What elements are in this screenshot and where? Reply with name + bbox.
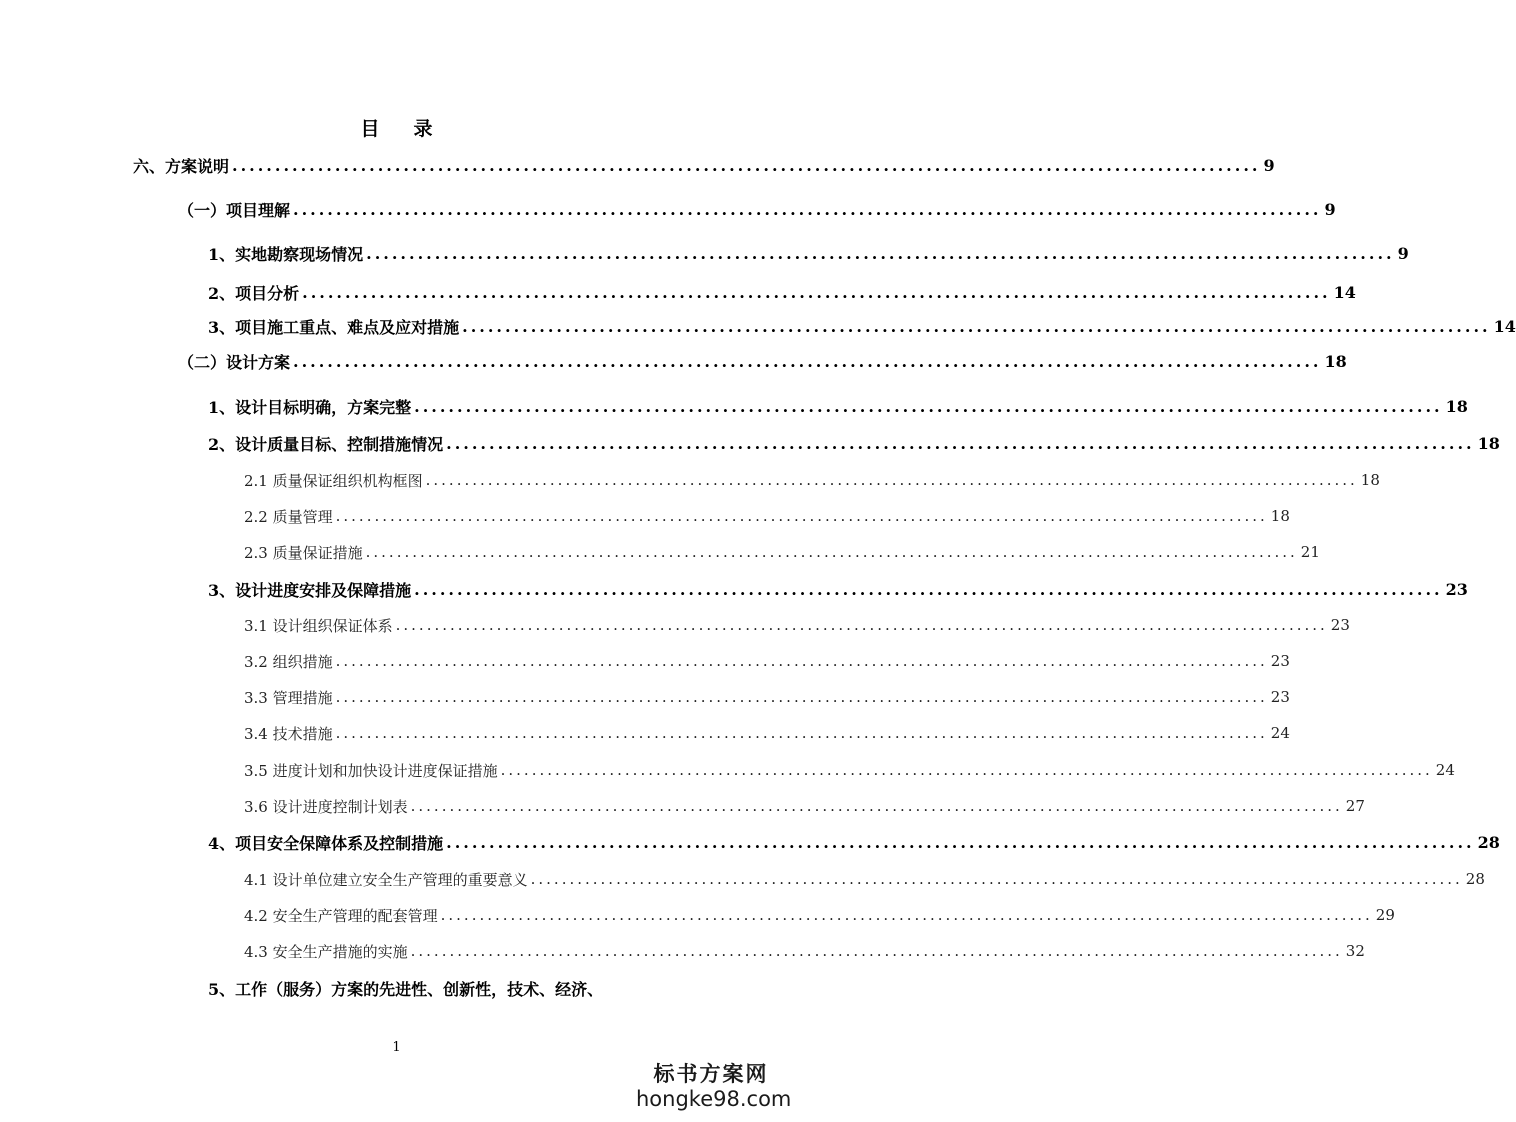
toc-leader-dots: ........................................................................................................................: [335, 724, 1268, 742]
toc-entry-label: 4.2 安全生产管理的配套管理: [244, 906, 438, 925]
toc-entry-label: 3.3 管理措施: [244, 688, 333, 707]
toc-entry[interactable]: [244, 793, 1365, 819]
toc-entry-label: （二）设计方案: [178, 352, 291, 372]
toc-entry-label: 1、实地勘察现场情况: [208, 244, 364, 264]
toc-entry-page: 32: [1345, 942, 1365, 960]
toc-entry-page: 14: [1333, 282, 1356, 302]
toc-entry-page: 29: [1375, 906, 1395, 924]
toc-entry-page: 9: [1324, 199, 1336, 219]
toc-leader-dots: ........................................................................................................................: [500, 761, 1433, 779]
toc-leader-dots: ........................................................................................................................: [462, 316, 1491, 336]
toc-entry-label: （一）项目理解: [178, 200, 291, 220]
toc-leader-dots: ........................................................................................................................: [293, 351, 1322, 371]
toc-entry[interactable]: [208, 430, 1500, 456]
page-number: 1: [392, 1040, 401, 1055]
toc-entry[interactable]: [208, 975, 661, 1001]
toc-entry-page: 24: [1270, 724, 1290, 742]
toc-leader-dots: ........................................................................................................................: [446, 433, 1475, 453]
toc-leader-dots: ........................................................................................................................: [446, 832, 1475, 852]
toc-leader-dots: ........................................................................................................................: [335, 688, 1268, 706]
toc-entry-page: 23: [1445, 579, 1468, 599]
toc-leader-dots: ........................................................................................................................: [302, 282, 1331, 302]
toc-entry-page: 18: [1324, 351, 1347, 371]
toc-leader-dots: ........................................................................................................................: [530, 870, 1463, 888]
toc-entry[interactable]: [244, 684, 1290, 710]
toc-entry-label: 3.5 进度计划和加快设计进度保证措施: [244, 761, 498, 780]
watermark: [636, 1062, 792, 1112]
toc-leader-dots: ........................................................................................................................: [410, 797, 1343, 815]
watermark-name: 标书方案网: [653, 1062, 769, 1086]
toc-entry[interactable]: [244, 902, 1395, 928]
toc-entry-label: 2.2 质量管理: [244, 507, 333, 526]
watermark-url: hongke98.com: [636, 1087, 792, 1111]
toc-entry[interactable]: [178, 348, 1347, 374]
title-char-2: 录: [413, 118, 433, 140]
toc-entry[interactable]: [208, 313, 1516, 339]
toc-entry[interactable]: [244, 866, 1485, 892]
toc-entry-page: 9: [1263, 155, 1275, 175]
toc-entry-page: 23: [1270, 652, 1290, 670]
toc-entry[interactable]: [208, 829, 1500, 855]
toc-entry[interactable]: [208, 393, 1468, 419]
toc-entry-label: 六、方案说明: [133, 156, 230, 176]
toc-entry-page: 28: [1477, 832, 1500, 852]
toc-entry[interactable]: [244, 612, 1350, 638]
toc-entry[interactable]: [208, 279, 1356, 305]
toc-entry-label: 3.4 技术措施: [244, 724, 333, 743]
toc-entry-page: 14: [1493, 316, 1516, 336]
toc-entry-page: 21: [1300, 543, 1320, 561]
toc-entry-page: 18: [1270, 507, 1290, 525]
toc-leader-dots: ........................................................................................................................: [410, 942, 1343, 960]
toc-entry-label: 4.3 安全生产措施的实施: [244, 942, 408, 961]
toc-entry-page: 27: [1345, 797, 1365, 815]
toc-entry-label: 3.1 设计组织保证体系: [244, 616, 393, 635]
toc-entry-label: 4、项目安全保障体系及控制措施: [208, 833, 444, 853]
toc-entry-label: 1、设计目标明确，方案完整: [208, 397, 412, 417]
toc-leader-dots: ........................................................................................................................: [395, 616, 1328, 634]
toc-leader-dots: ........................................................................................................................: [366, 243, 1395, 263]
toc-entry[interactable]: [208, 240, 1409, 266]
toc-entry[interactable]: [244, 938, 1365, 964]
toc-entry[interactable]: [244, 648, 1290, 674]
toc-leader-dots: ........................................................................................................................: [440, 906, 1373, 924]
toc-entry-label: 3、项目施工重点、难点及应对措施: [208, 317, 460, 337]
toc-leader-dots: ........................................................................................................................: [335, 507, 1268, 525]
toc-entry-label: 2、设计质量目标、控制措施情况: [208, 434, 444, 454]
toc-entry[interactable]: [244, 720, 1290, 746]
toc-leader-dots: ........................................................................................................................: [335, 652, 1268, 670]
toc-leader-dots: ........................................................................................................................: [425, 471, 1358, 489]
toc-entry-page: 24: [1435, 761, 1455, 779]
toc-entry[interactable]: [244, 467, 1380, 493]
toc-entry-label: 3.2 组织措施: [244, 652, 333, 671]
toc-entry-page: 9: [1397, 243, 1409, 263]
toc-entry[interactable]: [208, 576, 1468, 602]
toc-entry[interactable]: [244, 503, 1290, 529]
title-char-1: 目: [360, 118, 380, 140]
toc-entry-page: 18: [1477, 433, 1500, 453]
toc-entry-page: 28: [1465, 870, 1485, 888]
page-title: [0, 114, 793, 144]
toc-entry-page: 23: [1270, 688, 1290, 706]
toc-entry-page: 18: [1445, 396, 1468, 416]
toc-entry-label: 5、工作（服务）方案的先进性、创新性，技术、经济、: [208, 979, 604, 999]
toc-entry[interactable]: [244, 539, 1320, 565]
toc-entry-label: 2、项目分析: [208, 283, 300, 303]
toc-entry-label: 2.1 质量保证组织机构框图: [244, 471, 423, 490]
toc-entry-label: 2.3 质量保证措施: [244, 543, 363, 562]
toc-leader-dots: ........................................................................................................................: [365, 543, 1298, 561]
toc-entry-label: 3.6 设计进度控制计划表: [244, 797, 408, 816]
toc-leader-dots: ........................................................................................................................: [232, 155, 1261, 175]
toc-entry-label: 3、设计进度安排及保障措施: [208, 580, 412, 600]
toc-entry[interactable]: [244, 757, 1455, 783]
toc-entry-page: 23: [1330, 616, 1350, 634]
toc-leader-dots: ........................................................................................................................: [414, 579, 1443, 599]
toc-leader-dots: ........................................................................................................................: [293, 199, 1322, 219]
toc-entry[interactable]: [133, 152, 1275, 178]
toc-entry-page: 18: [1360, 471, 1380, 489]
toc-entry[interactable]: [178, 196, 1336, 222]
toc-leader-dots: ........................................................................................................................: [414, 396, 1443, 416]
toc-entry-label: 4.1 设计单位建立安全生产管理的重要意义: [244, 870, 528, 889]
